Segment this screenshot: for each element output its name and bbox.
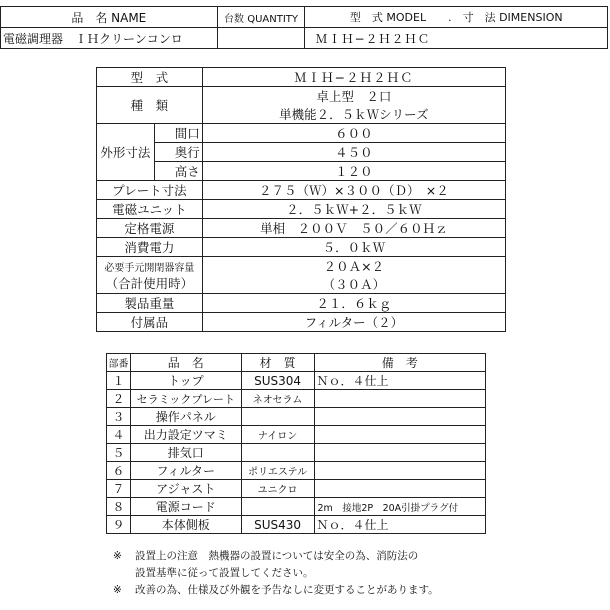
part-no: ３	[107, 408, 131, 426]
spec-height-label: 高さ	[154, 162, 202, 181]
notes	[113, 548, 439, 599]
name-header: 品 名 NAME	[1, 7, 218, 28]
part-note	[314, 462, 485, 480]
note-1	[113, 548, 439, 565]
part-name: 排気口	[130, 444, 241, 462]
quantity-header: 台数 QUANTITY	[217, 7, 305, 28]
part-name: 電源コード	[130, 498, 241, 516]
part-name: 本体側板	[130, 516, 241, 534]
part-material: ポリエステル	[241, 462, 314, 480]
title-block	[0, 6, 608, 49]
spec-type-value	[202, 87, 505, 124]
part-no: １	[107, 372, 131, 390]
spec-power-label: 定格電源	[97, 219, 203, 238]
spec-breaker-label-line2: （合計使用時）	[105, 275, 194, 291]
part-material: ユニクロ	[241, 480, 314, 498]
part-material	[241, 408, 314, 426]
spec-plate-value: ２７５（Ｗ）×３００（Ｄ） ×２	[202, 181, 505, 200]
parts-header-note: 備 考	[314, 354, 485, 372]
table-row	[107, 480, 486, 498]
table-row	[107, 372, 486, 390]
table-row	[107, 426, 486, 444]
part-name: 出力設定ツマミ	[130, 426, 241, 444]
spec-depth-value: ４５０	[202, 143, 505, 162]
note-mark: ※	[113, 584, 122, 596]
spec-type-value-line1: 卓上型 ２口	[316, 89, 392, 104]
part-no: ５	[107, 444, 131, 462]
spec-table	[96, 67, 506, 332]
part-note: Ｎｏ．４仕上	[314, 372, 485, 390]
part-material: ネオセラム	[241, 390, 314, 408]
spec-weight-value: ２１．６ｋｇ	[202, 294, 505, 313]
part-note: 2m 接地2P 20A引掛プラグ付	[314, 498, 485, 516]
part-note	[314, 480, 485, 498]
spec-breaker-value-line1: ２０Ａ×２	[323, 259, 385, 274]
product-name: 電磁調理器 ＩＨクリーンコンロ	[1, 28, 218, 49]
part-no: ４	[107, 426, 131, 444]
parts-header-no: 部番	[107, 354, 131, 372]
note-2	[113, 582, 439, 599]
spec-plate-label: プレート寸法	[97, 181, 203, 200]
model-dimension-header: 型 式 MODEL . 寸 法 DIMENSION	[305, 7, 608, 28]
spec-height-value: １２０	[202, 162, 505, 181]
spec-unit-label: 電磁ユニット	[97, 200, 203, 219]
part-name: トップ	[130, 372, 241, 390]
part-name: フィルター	[130, 462, 241, 480]
spec-breaker-label	[97, 257, 203, 294]
part-no: ６	[107, 462, 131, 480]
spec-accessory-value: フィルター（２）	[202, 313, 505, 332]
model-value: ＭＩＨ−２Ｈ２ＨＣ	[305, 28, 608, 49]
part-name: 操作パネル	[130, 408, 241, 426]
parts-table	[106, 353, 486, 534]
note-1-line2: 設置基準に従って設置してください。	[135, 567, 314, 579]
note-1-line1: 設置上の注意 熱機器の設置については安全の為、消防法の	[135, 550, 419, 562]
table-row	[107, 408, 486, 426]
part-no: ２	[107, 390, 131, 408]
part-name: アジャスト	[130, 480, 241, 498]
spec-unit-value: ２．５ｋＷ+２．５ｋＷ	[202, 200, 505, 219]
spec-depth-label: 奥行	[154, 143, 202, 162]
spec-power-value: 単相 ２００Ｖ ５０／６０Ｈｚ	[202, 219, 505, 238]
spec-accessory-label: 付属品	[97, 313, 203, 332]
part-material	[241, 498, 314, 516]
parts-header-material: 材 質	[241, 354, 314, 372]
spec-width-value: ６００	[202, 124, 505, 143]
part-material	[241, 444, 314, 462]
part-name: セラミックプレート	[130, 390, 241, 408]
part-note	[314, 444, 485, 462]
parts-header-name: 品 名	[130, 354, 241, 372]
part-no: ８	[107, 498, 131, 516]
table-row	[107, 444, 486, 462]
spec-dimensions-label: 外形寸法	[97, 124, 155, 181]
spec-consumption-value: ５．０ｋＷ	[202, 238, 505, 257]
spec-width-label: 間口	[154, 124, 202, 143]
table-row	[107, 462, 486, 480]
part-material: SUS304	[241, 372, 314, 390]
spec-breaker-value-line2: （３０Ａ）	[322, 277, 386, 292]
spec-breaker-label-line1: 必要手元開閉器容量	[104, 262, 195, 274]
spec-type-value-line2: 単機能２．５ｋＷシリーズ	[279, 107, 429, 122]
part-note	[314, 426, 485, 444]
part-note	[314, 408, 485, 426]
part-note: Ｎｏ．４仕上	[314, 516, 485, 534]
table-row	[107, 390, 486, 408]
spec-weight-label: 製品重量	[97, 294, 203, 313]
spec-consumption-label: 消費電力	[97, 238, 203, 257]
note-mark: ※	[113, 550, 122, 562]
part-material: ナイロン	[241, 426, 314, 444]
part-no: ９	[107, 516, 131, 534]
spec-model-value: ＭＩＨ−２Ｈ２ＨＣ	[202, 68, 505, 87]
note-2-line1: 改善の為、仕様及び外観を予告なしに変更することがあります。	[135, 584, 439, 596]
spec-model-label: 型 式	[97, 68, 203, 87]
table-row	[107, 498, 486, 516]
quantity-value	[217, 28, 305, 49]
part-no: ７	[107, 480, 131, 498]
spec-type-label: 種 類	[97, 87, 203, 124]
part-material: SUS430	[241, 516, 314, 534]
spec-breaker-value	[202, 257, 505, 294]
table-row	[107, 516, 486, 534]
part-note	[314, 390, 485, 408]
